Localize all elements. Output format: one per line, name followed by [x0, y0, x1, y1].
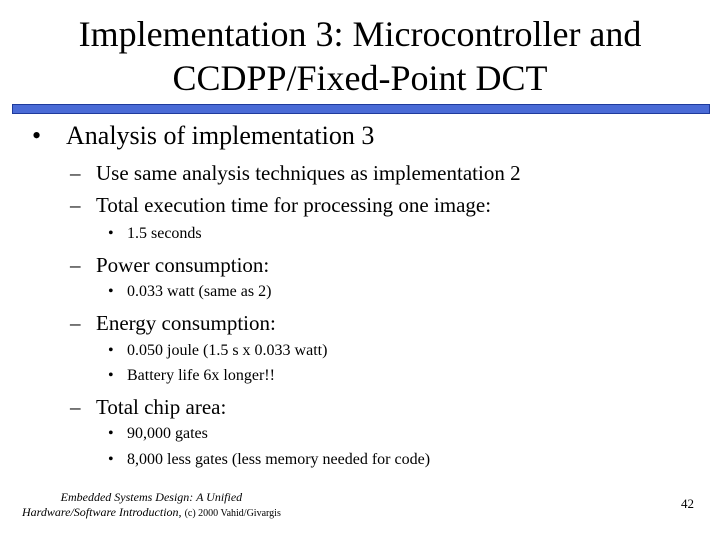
- subitem-analysis-techniques: – Use same analysis techniques as implementation 2: [70, 161, 521, 185]
- dash-icon: –: [70, 395, 81, 419]
- bullet-dot-icon: •: [108, 283, 114, 300]
- detail-battery-life: • Battery life 6x longer!!: [108, 367, 275, 384]
- subitem-power: – Power consumption:: [70, 253, 270, 277]
- bullet-dot-icon: •: [108, 225, 114, 242]
- detail-less-gates: • 8,000 less gates (less memory needed for code): [108, 451, 431, 468]
- footer-citation: [22, 490, 281, 521]
- subitem-chip-area: – Total chip area:: [70, 395, 227, 419]
- detail-execution-time: • 1.5 seconds: [108, 225, 202, 242]
- dash-icon: –: [70, 161, 81, 185]
- title-line-1: Implementation 3: Microcontroller and: [78, 14, 642, 54]
- bullet-dot-icon: •: [108, 342, 114, 359]
- subitem-execution-time: – Total execution time for processing one image:: [70, 193, 492, 217]
- subitem-energy: – Energy consumption:: [70, 311, 276, 335]
- detail-energy: • 0.050 joule (1.5 s x 0.033 watt): [108, 342, 328, 359]
- bullet-analysis: • Analysis of implementation 3: [32, 121, 375, 150]
- bullet-dot-icon: •: [108, 367, 114, 384]
- title-line-2: CCDPP/Fixed-Point DCT: [172, 58, 548, 98]
- dash-icon: –: [70, 193, 81, 217]
- page-number: 42: [681, 496, 694, 511]
- bullet-dot-icon: •: [32, 121, 42, 150]
- bullet-dot-icon: •: [108, 451, 114, 468]
- detail-power: • 0.033 watt (same as 2): [108, 283, 272, 300]
- footer-line-1: Embedded Systems Design: A Unified: [60, 490, 243, 504]
- dash-icon: –: [70, 253, 81, 277]
- detail-gates: • 90,000 gates: [108, 425, 208, 442]
- dash-icon: –: [70, 311, 81, 335]
- bullet-dot-icon: •: [108, 425, 114, 442]
- footer-line-2: Hardware/Software Introduction, (c) 2000 Vahid/Givargis: [22, 505, 281, 519]
